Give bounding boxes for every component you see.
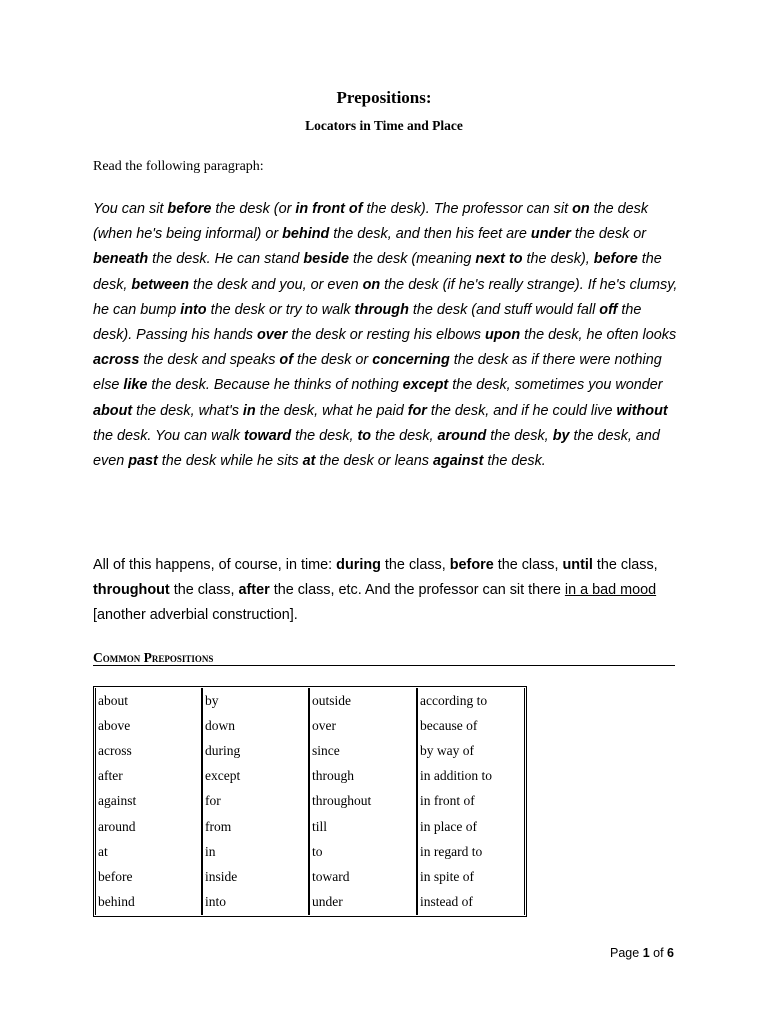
paragraph-text: the desk (and stuff would fall bbox=[408, 301, 600, 318]
preposition-word: by bbox=[552, 427, 570, 444]
preposition-word: against bbox=[432, 453, 484, 470]
paragraph-text: the desk, bbox=[291, 427, 358, 444]
page-label: Page bbox=[610, 946, 640, 960]
table-cell: down bbox=[202, 713, 309, 738]
table-cell: till bbox=[309, 814, 417, 839]
table-row bbox=[95, 713, 525, 738]
paragraph-text: the desk. You can walk bbox=[93, 427, 244, 444]
table-cell: by way of bbox=[417, 738, 525, 763]
paragraph-text: [another adverbial construction]. bbox=[93, 607, 298, 624]
paragraph-text: the desk and you, or even bbox=[188, 276, 363, 293]
table-cell: behind bbox=[95, 890, 202, 915]
preposition-word: except bbox=[402, 377, 449, 394]
table-cell: by bbox=[202, 688, 309, 713]
preposition-word: of bbox=[279, 352, 293, 369]
preposition-word: before bbox=[593, 251, 638, 268]
paragraph-text: the desk, bbox=[371, 427, 438, 444]
table-cell: at bbox=[95, 839, 202, 864]
table-cell: around bbox=[95, 814, 202, 839]
table-row bbox=[95, 814, 525, 839]
preposition-word: on bbox=[572, 201, 590, 217]
table-cell: in place of bbox=[417, 814, 525, 839]
table-cell: into bbox=[202, 890, 309, 915]
table-cell: according to bbox=[417, 688, 525, 713]
preposition-word: around bbox=[437, 427, 487, 444]
table-cell: throughout bbox=[309, 789, 417, 814]
preposition-word: after bbox=[238, 582, 270, 599]
paragraph-text: You can sit bbox=[93, 201, 168, 217]
paragraph-text: the class, bbox=[493, 557, 563, 573]
preposition-word: behind bbox=[282, 226, 330, 243]
preposition-word: beneath bbox=[93, 251, 149, 268]
preposition-word: about bbox=[93, 402, 133, 419]
preposition-word: like bbox=[123, 377, 148, 394]
preposition-word: upon bbox=[484, 327, 521, 344]
paragraph-text: the desk, sometimes you wonder bbox=[448, 377, 663, 394]
preposition-word: into bbox=[180, 301, 207, 318]
page-of: of bbox=[653, 946, 664, 960]
paragraph-text: the desk, bbox=[486, 427, 553, 444]
table-cell: in spite of bbox=[417, 864, 525, 889]
table-row bbox=[95, 789, 525, 814]
underlined-phrase: in a bad mood bbox=[564, 582, 657, 599]
paragraph-text: the desk). The professor can sit bbox=[362, 201, 573, 217]
table-cell: from bbox=[202, 814, 309, 839]
paragraph-text: the desk or try to walk bbox=[206, 301, 355, 318]
preposition-word: before bbox=[449, 557, 494, 573]
preposition-word: over bbox=[256, 327, 288, 344]
paragraph-text: the desk or bbox=[570, 226, 647, 243]
paragraph-text: the desk. bbox=[483, 453, 546, 470]
section-heading bbox=[93, 650, 675, 666]
table-row bbox=[95, 738, 525, 763]
paragraph-text: the desk (meaning bbox=[348, 251, 476, 268]
table-cell: instead of bbox=[417, 890, 525, 915]
paragraph-text: the desk, and if he could live bbox=[426, 402, 617, 419]
preposition-word: next to bbox=[475, 251, 523, 268]
preposition-word: under bbox=[530, 226, 571, 243]
paragraph-text: the desk, bbox=[93, 251, 662, 293]
table-cell: about bbox=[95, 688, 202, 713]
table-row bbox=[95, 839, 525, 864]
preposition-word: to bbox=[357, 427, 372, 444]
page-title: Prepositions: bbox=[336, 88, 432, 107]
table-row bbox=[95, 688, 525, 713]
preposition-word: off bbox=[599, 301, 618, 318]
table-cell: outside bbox=[309, 688, 417, 713]
preposition-word: before bbox=[167, 201, 212, 217]
table-cell: above bbox=[95, 713, 202, 738]
table-cell: during bbox=[202, 738, 309, 763]
preposition-word: on bbox=[362, 276, 381, 293]
page-current: 1 bbox=[642, 946, 650, 960]
table-row bbox=[95, 764, 525, 789]
paragraph-text: the desk or resting his elbows bbox=[287, 327, 485, 344]
paragraph-text: the desk (if he's really strange). If he's clumsy, he can bump bbox=[93, 276, 678, 318]
table-row bbox=[95, 890, 525, 915]
preposition-word: beside bbox=[303, 251, 349, 268]
paragraph-text: the desk as if there were nothing else bbox=[93, 352, 662, 394]
table-cell: in bbox=[202, 839, 309, 864]
paragraph-text: the desk. He can stand bbox=[148, 251, 304, 268]
preposition-word: during bbox=[336, 557, 381, 573]
table-cell: before bbox=[95, 864, 202, 889]
table-cell: over bbox=[309, 713, 417, 738]
paragraph-text: the class, bbox=[592, 557, 658, 573]
preposition-word: toward bbox=[243, 427, 292, 444]
preposition-word: in bbox=[242, 402, 256, 419]
paragraph-text: the class, etc. And the professor can sit there bbox=[269, 582, 565, 599]
preposition-word: for bbox=[407, 402, 427, 419]
prepositions-table bbox=[93, 686, 527, 917]
paragraph-text: the desk, and then his feet are bbox=[329, 226, 531, 243]
table-cell: to bbox=[309, 839, 417, 864]
table-row bbox=[95, 864, 525, 889]
page-subtitle: Locators in Time and Place bbox=[305, 118, 463, 133]
table-cell: for bbox=[202, 789, 309, 814]
page-total: 6 bbox=[667, 946, 674, 960]
paragraph-text: the class, bbox=[169, 582, 239, 599]
preposition-word: concerning bbox=[372, 352, 450, 369]
paragraph-text: the class, bbox=[380, 557, 450, 573]
preposition-word: past bbox=[128, 453, 158, 470]
table-cell: in addition to bbox=[417, 764, 525, 789]
table-cell: after bbox=[95, 764, 202, 789]
table-cell: in regard to bbox=[417, 839, 525, 864]
table-cell: under bbox=[309, 890, 417, 915]
paragraph-text: the desk), bbox=[522, 251, 594, 268]
paragraph-text: the desk and speaks bbox=[139, 352, 280, 369]
paragraph-text: the desk or bbox=[293, 352, 373, 369]
table-cell: through bbox=[309, 764, 417, 789]
paragraph-text: the desk while he sits bbox=[157, 453, 303, 470]
table-cell: because of bbox=[417, 713, 525, 738]
preposition-word: between bbox=[131, 276, 189, 293]
table-cell: toward bbox=[309, 864, 417, 889]
table-cell: in front of bbox=[417, 789, 525, 814]
paragraph-text: All of this happens, of course, in time: bbox=[93, 557, 337, 573]
paragraph-text: the desk (when he's being informal) or bbox=[93, 201, 649, 243]
paragraph-text: the desk. Because he thinks of nothing bbox=[147, 377, 403, 394]
section-heading-text: Common Prepositions bbox=[93, 650, 214, 665]
page-number bbox=[610, 946, 674, 960]
preposition-word: in front of bbox=[295, 201, 363, 217]
paragraph-text: the desk). Passing his hands bbox=[93, 301, 642, 344]
paragraph-text: the desk (or bbox=[211, 201, 296, 217]
preposition-word: throughout bbox=[93, 582, 170, 599]
preposition-word: at bbox=[302, 453, 316, 470]
paragraph-text: the desk, and even bbox=[93, 427, 660, 470]
table-cell: since bbox=[309, 738, 417, 763]
time-paragraph bbox=[93, 553, 678, 629]
example-paragraph bbox=[93, 197, 678, 474]
paragraph-text: the desk, what he paid bbox=[255, 402, 408, 419]
table-cell: across bbox=[95, 738, 202, 763]
preposition-word: without bbox=[616, 402, 668, 419]
table-cell: except bbox=[202, 764, 309, 789]
table-cell: against bbox=[95, 789, 202, 814]
preposition-word: until bbox=[562, 557, 593, 573]
preposition-word: through bbox=[354, 301, 409, 318]
preposition-word: across bbox=[93, 352, 140, 369]
intro-text: Read the following paragraph: bbox=[93, 159, 264, 174]
table-cell: inside bbox=[202, 864, 309, 889]
paragraph-text: the desk, what's bbox=[132, 402, 243, 419]
paragraph-text: the desk, he often looks bbox=[520, 327, 677, 344]
paragraph-text: the desk or leans bbox=[315, 453, 433, 470]
